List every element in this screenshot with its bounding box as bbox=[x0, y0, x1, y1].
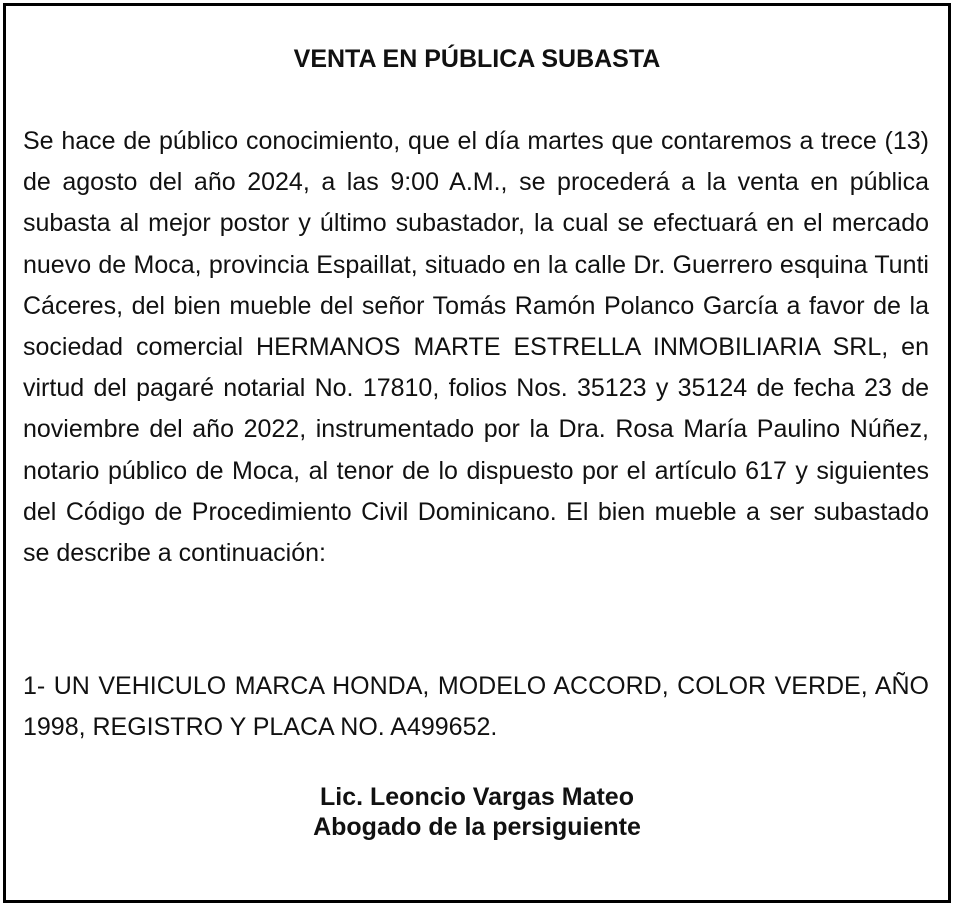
notice-title: VENTA EN PÚBLICA SUBASTA bbox=[293, 45, 661, 73]
signature-name: Lic. Leoncio Vargas Mateo bbox=[320, 783, 634, 811]
signature-role: Abogado de la persiguiente bbox=[313, 813, 641, 841]
notice-body: Se hace de público conocimiento, que el día martes que contaremos a trece (13) de agosto del año 2024, a las 9:00 A.M., se procederá a la venta en pública subasta al mejor postor y último subastador, la cual se efectuará en el mercado nuevo de Moca, provincia Espaillat, situado en la calle Dr. Guerrero esquina Tunti Cáceres, del bien mueble del señor Tomás Ramón Polanco García a favor de la sociedad comercial HERMANOS MARTE ESTRELLA INMOBILIARIA SRL, en virtud del pagaré notarial No. 17810, folios Nos. 35123 y 35124 de fecha 23 de noviembre del año 2022, instrumentado por la Dra. Rosa María Paulino Núñez, notario público de Moca, al tenor de lo dispuesto por el artículo 617 y siguientes del Código de Procedimiento Civil Dominicano. El bien mueble a ser subastado se describe a continuación: bbox=[23, 127, 929, 568]
auctioned-item: 1- UN VEHICULO MARCA HONDA, MODELO ACCORD, COLOR VERDE, AÑO 1998, REGISTRO Y PLACA NO. A499652. bbox=[23, 672, 929, 742]
signature-block bbox=[6, 782, 948, 842]
auction-notice bbox=[3, 3, 951, 903]
